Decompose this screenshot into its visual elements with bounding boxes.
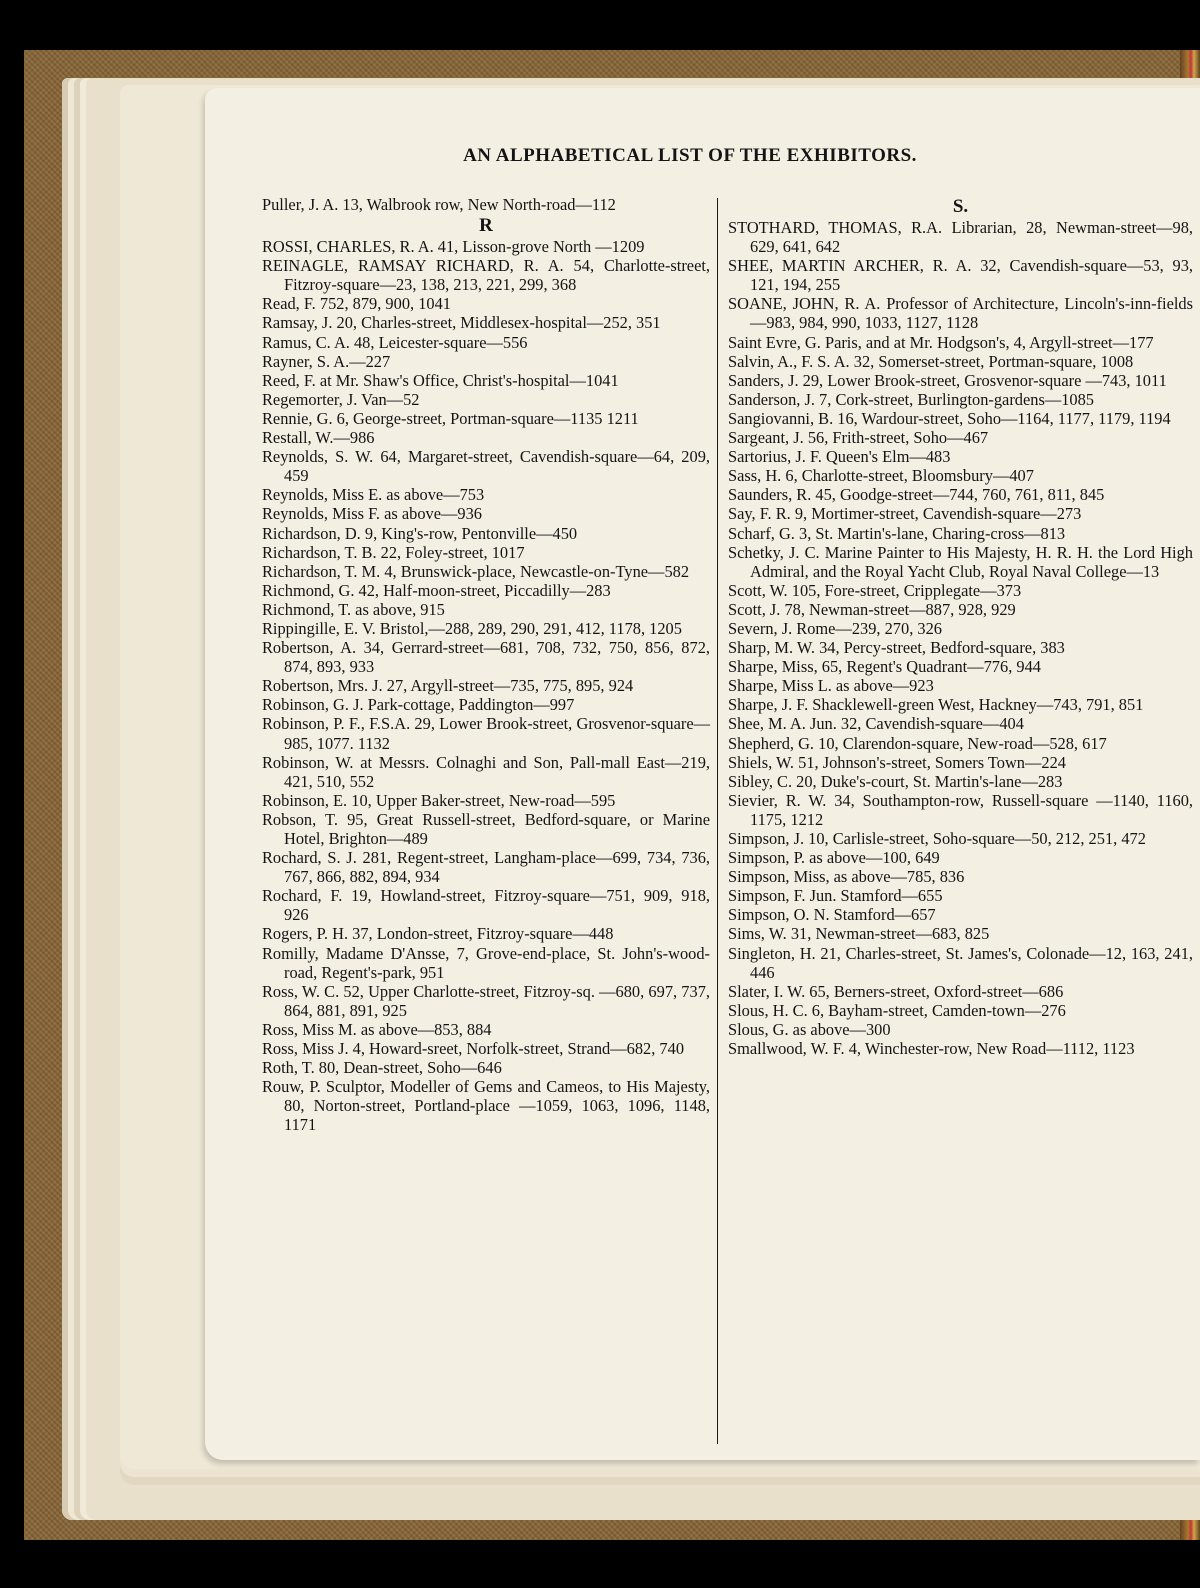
section-letter-s: S. [952,196,969,217]
exhibitor-entry: Rouw, P. Sculptor, Modeller of Gems and Cameos, to His Majesty, 80, Norton-street, Portland-place —1059, 1063, 1096, 1148, 1171 [262,1077,710,1135]
exhibitor-entry: Reed, F. at Mr. Shaw's Office, Christ's-hospital—1041 [262,370,619,390]
exhibitor-entry: Ross, Miss M. as above—853, 884 [262,1019,492,1039]
exhibitor-entry: Sanderson, J. 7, Cork-street, Burlington-gardens—1085 [728,389,1095,409]
exhibitor-entry: Sass, H. 6, Charlotte-street, Bloomsbury—407 [728,466,1034,486]
exhibitor-entry: Sibley, C. 20, Duke's-court, St. Martin's-lane—283 [728,771,1063,791]
exhibitor-entry: Reynolds, S. W. 64, Margaret-street, Cavendish-square—64, 209, 459 [262,447,710,486]
exhibitor-entry: Sartorius, J. F. Queen's Elm—483 [728,447,951,467]
exhibitor-entry: Say, F. R. 9, Mortimer-street, Cavendish-square—273 [728,504,1082,524]
exhibitor-entry: Robinson, P. F., F.S.A. 29, Lower Brook-street, Grosvenor-square—985, 1077. 1132 [262,714,710,753]
page-title: AN ALPHABETICAL LIST OF THE EXHIBITORS. [463,145,917,166]
exhibitor-entry: Simpson, P. as above—100, 649 [728,848,940,868]
exhibitor-entry: Sims, W. 31, Newman-street—683, 825 [728,924,990,944]
exhibitor-entry: Reynolds, Miss E. as above—753 [262,485,485,505]
exhibitor-entry: Robinson, E. 10, Upper Baker-street, New-road—595 [262,790,616,810]
column-divider [717,198,718,1444]
exhibitor-entry: Sharpe, J. F. Shacklewell-green West, Hackney—743, 791, 851 [728,695,1144,715]
exhibitor-entry: Simpson, Miss, as above—785, 836 [728,867,965,887]
exhibitor-entry: Richmond, G. 42, Half-moon-street, Piccadilly—283 [262,580,611,600]
exhibitor-entry: STOTHARD, THOMAS, R.A. Librarian, 28, Newman-street—98, 629, 641, 642 [728,218,1193,257]
exhibitor-entry: Shiels, W. 51, Johnson's-street, Somers Town—224 [728,752,1066,772]
exhibitor-entry: SHEE, MARTIN ARCHER, R. A. 32, Cavendish-square—53, 93, 121, 194, 255 [728,256,1193,295]
exhibitor-entry: Schetky, J. C. Marine Painter to His Majesty, H. R. H. the Lord High Admiral, and the Royal Yacht Club, Royal Naval College—13 [728,542,1193,581]
exhibitor-entry: Saint Evre, G. Paris, and at Mr. Hodgson's, 4, Argyll-street—177 [728,332,1154,352]
exhibitor-entry: Ross, W. C. 52, Upper Charlotte-street, Fitzroy-sq. —680, 697, 737, 864, 881, 891, 925 [262,981,710,1020]
exhibitor-entry: Restall, W.—986 [262,428,375,448]
exhibitor-entry: Robinson, G. J. Park-cottage, Paddington—997 [262,695,575,715]
exhibitor-entry: Simpson, F. Jun. Stamford—655 [728,886,943,906]
left-column [262,195,710,1135]
exhibitor-entry: Salvin, A., F. S. A. 32, Somerset-street, Portman-square, 1008 [728,351,1134,371]
exhibitor-entry: Roth, T. 80, Dean-street, Soho—646 [262,1058,502,1078]
exhibitor-entry: Rayner, S. A.—227 [262,351,391,371]
exhibitor-entry: Smallwood, W. F. 4, Winchester-row, New Road—1112, 1123 [728,1039,1135,1059]
exhibitor-entry: ROSSI, CHARLES, R. A. 41, Lisson-grove North —1209 [262,237,645,257]
exhibitor-entry: Sharpe, Miss L. as above—923 [728,676,934,696]
exhibitor-entry: Rochard, F. 19, Howland-street, Fitzroy-square—751, 909, 918, 926 [262,886,710,925]
exhibitor-entry: Richardson, D. 9, King's-row, Pentonville—450 [262,523,578,543]
exhibitor-entry: Ramsay, J. 20, Charles-street, Middlesex-hospital—252, 351 [262,313,661,333]
exhibitor-entry: Shee, M. A. Jun. 32, Cavendish-square—404 [728,714,1024,734]
exhibitor-entry: Sangiovanni, B. 16, Wardour-street, Soho—1164, 1177, 1179, 1194 [728,408,1171,428]
right-column [728,195,1193,1058]
exhibitor-entry: Sharp, M. W. 34, Percy-street, Bedford-square, 383 [728,638,1065,658]
exhibitor-entry: Sievier, R. W. 34, Southampton-row, Russell-square —1140, 1160, 1175, 1212 [728,790,1193,829]
book-page [205,88,1200,1460]
exhibitor-entry: Ross, Miss J. 4, Howard-sreet, Norfolk-street, Strand—682, 740 [262,1039,685,1059]
exhibitor-entry: Rogers, P. H. 37, London-street, Fitzroy-square—448 [262,924,614,944]
exhibitor-entry: Robertson, Mrs. J. 27, Argyll-street—735, 775, 895, 924 [262,676,634,696]
exhibitor-entry: Saunders, R. 45, Goodge-street—744, 760, 761, 811, 845 [728,485,1105,505]
exhibitor-entry: Sargeant, J. 56, Frith-street, Soho—467 [728,428,989,448]
exhibitor-entry: Ramus, C. A. 48, Leicester-square—556 [262,332,528,352]
left-entry-list [262,237,710,1134]
exhibitor-entry: Shepherd, G. 10, Clarendon-square, New-road—528, 617 [728,733,1107,753]
exhibitor-entry: Scott, W. 105, Fore-street, Cripplegate—373 [728,580,1022,600]
exhibitor-entry: Richardson, T. M. 4, Brunswick-place, Newcastle-on-Tyne—582 [262,561,690,581]
exhibitor-entry: Sharpe, Miss, 65, Regent's Quadrant—776, 944 [728,657,1041,677]
exhibitor-entry: Severn, J. Rome—239, 270, 326 [728,618,942,638]
exhibitor-entry: Sanders, J. 29, Lower Brook-street, Grosvenor-square —743, 1011 [728,370,1167,390]
continued-entry: Puller, J. A. 13, Walbrook row, New North-road—112 [262,195,616,214]
exhibitor-entry: Reynolds, Miss F. as above—936 [262,504,482,524]
exhibitor-entry: Richmond, T. as above, 915 [262,599,445,619]
right-entry-list [728,218,1193,1058]
exhibitor-entry: Rippingille, E. V. Bristol,—288, 289, 290, 291, 412, 1178, 1205 [262,618,682,638]
exhibitor-entry: Robertson, A. 34, Gerrard-street—681, 708, 732, 750, 856, 872, 874, 893, 933 [262,638,710,677]
exhibitor-entry: Read, F. 752, 879, 900, 1041 [262,294,451,314]
exhibitor-entry: Simpson, J. 10, Carlisle-street, Soho-square—50, 212, 251, 472 [728,829,1146,848]
exhibitor-entry: Scharf, G. 3, St. Martin's-lane, Charing-cross—813 [728,523,1066,543]
exhibitor-entry: Robson, T. 95, Great Russell-street, Bedford-square, or Marine Hotel, Brighton—489 [262,809,710,848]
exhibitor-entry: Rennie, G. 6, George-street, Portman-square—1135 1211 [262,408,639,428]
exhibitor-entry: Slous, G. as above—300 [728,1019,891,1039]
exhibitor-entry: SOANE, JOHN, R. A. Professor of Architecture, Lincoln's-inn-fields—983, 984, 990, 1033, 1127, 1128 [728,294,1193,333]
exhibitor-entry: Slater, I. W. 65, Berners-street, Oxford-street—686 [728,981,1064,1001]
exhibitor-entry: Rochard, S. J. 281, Regent-street, Langham-place—699, 734, 736, 767, 866, 882, 894, 934 [262,848,710,887]
section-letter-r: R [479,215,493,237]
exhibitor-entry: Simpson, O. N. Stamford—657 [728,905,936,925]
exhibitor-entry: Robinson, W. at Messrs. Colnaghi and Son, Pall-mall East—219, 421, 510, 552 [262,752,710,791]
exhibitor-entry: Scott, J. 78, Newman-street—887, 928, 929 [728,599,1016,619]
exhibitor-entry: Singleton, H. 21, Charles-street, St. James's, Colonade—12, 163, 241, 446 [728,943,1193,982]
exhibitor-entry: REINAGLE, RAMSAY RICHARD, R. A. 54, Charlotte-street, Fitzroy-square—23, 138, 213, 221, 299, 368 [262,256,710,295]
exhibitor-entry: Romilly, Madame D'Ansse, 7, Grove-end-place, St. John's-wood-road, Regent's-park, 951 [262,943,710,982]
exhibitor-entry: Regemorter, J. Van—52 [262,389,420,409]
exhibitor-entry: Richardson, T. B. 22, Foley-street, 1017 [262,542,525,562]
exhibitor-entry: Slous, H. C. 6, Bayham-street, Camden-town—276 [728,1000,1066,1020]
